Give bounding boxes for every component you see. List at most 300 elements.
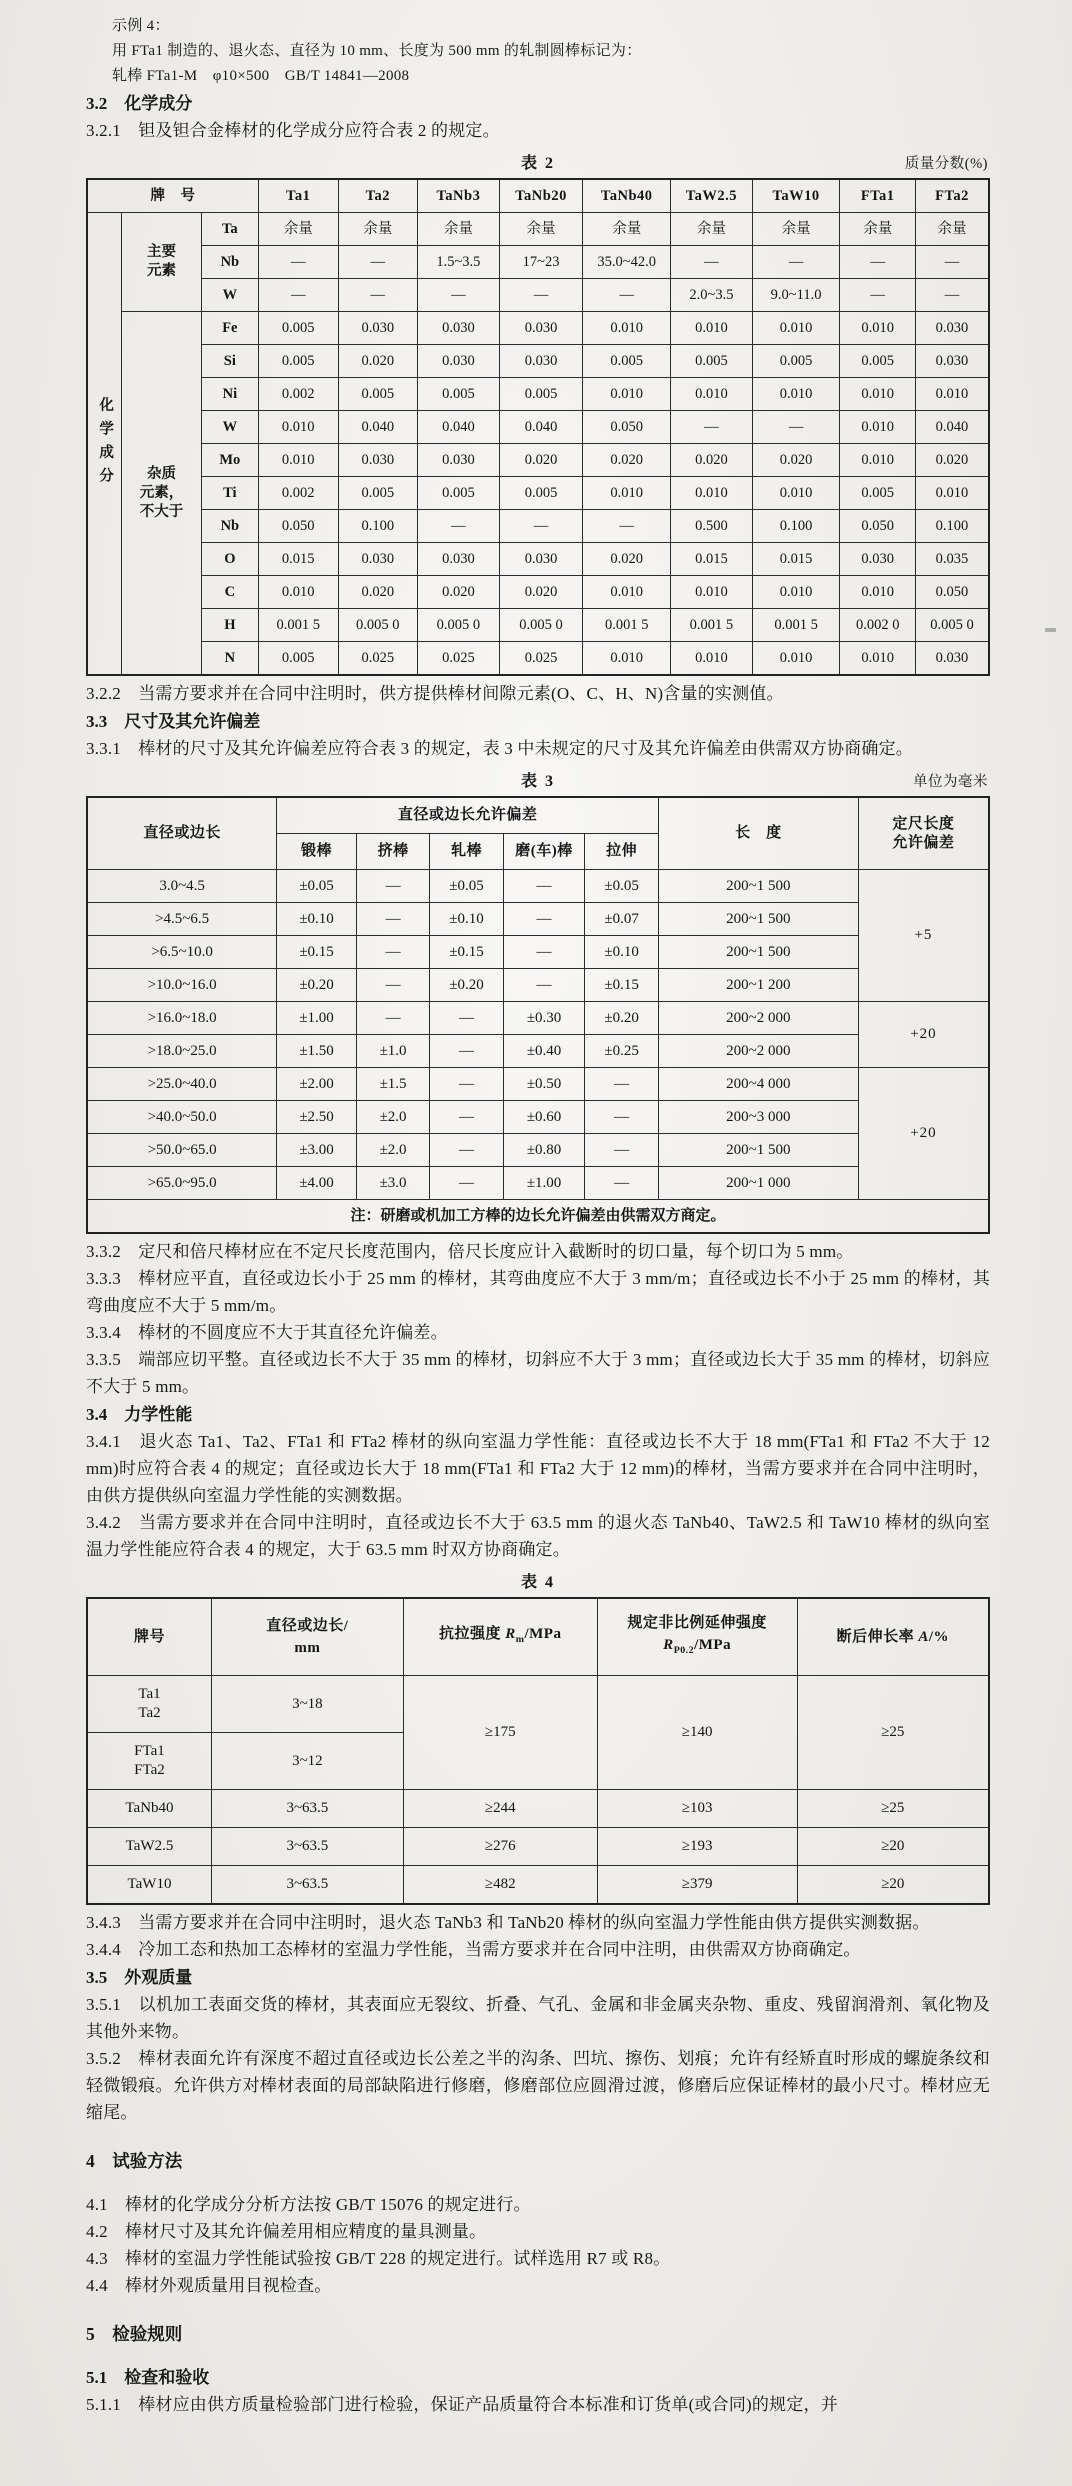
table-cell — [585, 969, 659, 1002]
cell-text: ≥20 — [881, 1876, 905, 1892]
table-cell — [277, 936, 357, 969]
cell-text: — — [459, 1174, 475, 1191]
cell-text: 0.010 — [281, 583, 315, 600]
table-cell — [840, 279, 916, 312]
table-cell — [840, 642, 916, 676]
column-header-diameter — [87, 797, 277, 870]
cell-text: 0.010 — [779, 385, 813, 402]
para-4-4: 4.4 棒材外观质量用目视检查。 — [86, 2276, 332, 2295]
table-cell — [418, 642, 500, 676]
table-cell — [658, 1167, 858, 1200]
table-cell — [499, 345, 583, 378]
table-row — [87, 1101, 989, 1134]
cell-text: 3~63.5 — [286, 1876, 329, 1892]
cell-text: 200~1 500 — [726, 943, 791, 960]
column-header — [430, 834, 503, 870]
cell-text: 0.010 — [861, 385, 895, 402]
table-cell — [915, 609, 989, 642]
table-caption-title: 表 3 — [520, 773, 555, 790]
table-cell — [87, 1068, 277, 1101]
table-cell — [840, 312, 916, 345]
cell-text: ±2.0 — [379, 1108, 407, 1125]
table-cell — [658, 969, 858, 1002]
table-cell — [258, 444, 338, 477]
row-label — [201, 576, 258, 609]
cell-text: ±0.20 — [449, 976, 484, 993]
cell-text: — — [451, 517, 466, 534]
table-cell — [752, 642, 840, 676]
table-cell — [503, 1002, 585, 1035]
cell-text: Ta — [222, 220, 238, 237]
cell-text: 3~18 — [292, 1695, 323, 1712]
cell-text: 规定非比例延伸强度 — [627, 1615, 767, 1631]
cell-text: — — [619, 517, 634, 534]
cell-text: 0.040 — [935, 418, 969, 435]
cell-text: >16.0~18.0 — [147, 1009, 217, 1026]
cell-text: ≥379 — [681, 1876, 713, 1892]
table-cell — [671, 543, 753, 576]
cell-text: ±0.10 — [604, 943, 639, 960]
table-cell — [258, 477, 338, 510]
para-3-3-3: 3.3.3 棒材应平直，直径或边长小于 25 mm 的棒材，其弯曲度应不大于 3 mm/m；直径或边长不小于 25 mm 的棒材，其弯曲度应不大于 5 mm/m。 — [86, 1269, 990, 1315]
cell-text: ±2.00 — [299, 1075, 334, 1092]
cell-text: 0.015 — [695, 550, 728, 567]
table-cell — [418, 510, 500, 543]
cell-text: 余量 — [696, 220, 726, 237]
cell-text: — — [385, 943, 401, 960]
cell-text: 200~1 500 — [726, 1141, 791, 1158]
column-header-grade — [87, 179, 258, 213]
cell-text: 0.002 — [281, 385, 315, 402]
cell-text: Fe — [222, 319, 238, 336]
table-cell — [752, 345, 840, 378]
row-label — [201, 213, 258, 246]
table-cell — [338, 477, 418, 510]
cell-text: 0.010 — [695, 649, 728, 666]
para-3-3-1: 3.3.1 棒材的尺寸及其允许偏差应符合表 3 的规定，表 3 中未规定的尺寸及其允许偏差由供需双方协商确定。 — [86, 739, 913, 758]
table-cell — [277, 1035, 357, 1068]
table-cell — [499, 246, 583, 279]
para-3-2-1: 3.2.1 钽及钽合金棒材的化学成分应符合表 2 的规定。 — [86, 121, 500, 140]
table-cell — [671, 213, 753, 246]
table-cell — [585, 1068, 659, 1101]
cell-text: 200~1 500 — [726, 877, 791, 894]
table-row — [87, 378, 989, 411]
table-cell — [418, 279, 500, 312]
cell-text: 0.010 — [935, 385, 969, 402]
para-3-4-2: 3.4.2 当需方要求并在合同中注明时，直径或边长不大于 63.5 mm 的退火态 TaNb40、TaW2.5 和 TaW10 棒材的纵向室温力学性能应符合表 4 的规定，大于 63.5 mm 时双方协商确定。 — [86, 1513, 990, 1559]
table-cell — [418, 477, 500, 510]
table-row — [87, 576, 989, 609]
cell-text: ±0.10 — [449, 910, 484, 927]
table-cell — [658, 1035, 858, 1068]
column-header — [277, 834, 357, 870]
table-cell — [752, 609, 840, 642]
table-cell — [277, 1002, 357, 1035]
table-caption-unit: 单位为毫米 — [913, 774, 988, 790]
cell-text: ≥193 — [681, 1838, 713, 1854]
cell-text: — — [385, 1009, 401, 1026]
chapter-4-heading: 4 试验方法 — [86, 2151, 183, 2171]
table-cell — [338, 312, 418, 345]
table-cell — [356, 936, 429, 969]
cell-text: 0.500 — [695, 517, 728, 534]
chapter-5-heading: 5 检验规则 — [86, 2324, 183, 2344]
row-label — [201, 411, 258, 444]
table-cell — [338, 642, 418, 676]
cell-text: 0.010 — [610, 649, 644, 666]
table-cell — [840, 477, 916, 510]
table-cell — [583, 279, 671, 312]
cell-text: 牌号 — [133, 1629, 165, 1645]
example-4-label: 示例 4： — [112, 18, 170, 34]
column-header — [499, 179, 583, 213]
cell-text: ±0.25 — [604, 1042, 639, 1059]
cell-text: 0.100 — [935, 517, 969, 534]
table-cell — [671, 609, 753, 642]
cell-text: 0.040 — [524, 418, 558, 435]
cell-text: ±0.05 — [604, 877, 639, 894]
cell-text: ≥25 — [881, 1800, 905, 1816]
cell-text: 0.005 — [610, 352, 644, 369]
cell-text: ±1.5 — [379, 1075, 407, 1092]
cell-text: 0.005 — [861, 484, 895, 501]
cell-text: 0.001 5 — [604, 616, 649, 633]
cell-text: 200~1 000 — [726, 1174, 791, 1191]
fixed-length-tolerance-value — [858, 1002, 989, 1068]
cell-text: — — [536, 877, 552, 894]
cell-text: 200~2 000 — [726, 1009, 791, 1026]
column-header-diameter — [211, 1598, 403, 1676]
table-cell — [583, 312, 671, 345]
table-cell — [585, 936, 659, 969]
table-cell — [87, 1035, 277, 1068]
cell-text: — — [385, 976, 401, 993]
cell-text: 0.025 — [524, 649, 558, 666]
cell-text: — — [290, 253, 306, 270]
table-cell — [503, 903, 585, 936]
cell-text: A — [918, 1629, 929, 1645]
cell-text: 0.030 — [524, 319, 558, 336]
table-cell — [597, 1790, 797, 1828]
row-group-impurity-elements — [122, 312, 202, 676]
table-cell — [87, 870, 277, 903]
cell-text: 0.030 — [442, 319, 475, 336]
table-cell — [671, 510, 753, 543]
cell-text: 余量 — [937, 220, 967, 237]
cell-text: 0.030 — [361, 451, 395, 468]
table-cell — [499, 642, 583, 676]
cell-text: Ni — [222, 385, 238, 402]
column-header — [840, 179, 916, 213]
table-cell — [840, 411, 916, 444]
table-cell — [430, 870, 503, 903]
cell-text: ±0.60 — [526, 1108, 562, 1125]
table-note — [87, 1200, 989, 1234]
cell-text: 0.010 — [281, 451, 315, 468]
cell-text: 0.005 — [281, 352, 315, 369]
table-cell — [418, 345, 500, 378]
cell-text: 余量 — [526, 220, 556, 237]
cell-text: 1.5~3.5 — [436, 253, 481, 270]
column-header — [915, 179, 989, 213]
cell-text: +5 — [914, 927, 933, 943]
table-cell — [338, 246, 418, 279]
cell-text: ±3.00 — [299, 1141, 334, 1158]
cell-text: — — [788, 253, 804, 270]
cell-text: TaNb20 — [515, 187, 567, 204]
cell-text: — — [788, 418, 804, 435]
cell-text: 0.005 0 — [436, 616, 481, 633]
cell-text: FTa2 — [134, 1762, 165, 1778]
cell-text: 3.0~4.5 — [159, 877, 205, 894]
cell-text: 0.040 — [361, 418, 395, 435]
cell-text: 0.005 — [524, 484, 558, 501]
table-cell — [403, 1866, 597, 1905]
table-cell — [338, 345, 418, 378]
cell-text: ≥482 — [484, 1876, 516, 1892]
cell-text: 0.010 — [935, 484, 969, 501]
table-row — [87, 543, 989, 576]
table-cell — [87, 1002, 277, 1035]
cell-text: ±0.20 — [299, 976, 334, 993]
table-cell — [585, 903, 659, 936]
column-header — [258, 179, 338, 213]
cell-text: 0.020 — [610, 550, 644, 567]
table-cell — [430, 1068, 503, 1101]
table-cell — [87, 969, 277, 1002]
table-cell — [87, 1134, 277, 1167]
cell-text: — — [536, 976, 552, 993]
cell-text: ±0.10 — [299, 910, 334, 927]
table-cell — [499, 576, 583, 609]
cell-text: 0.001 5 — [774, 616, 818, 633]
cell-text: 0.010 — [861, 583, 895, 600]
cell-text: ±0.07 — [604, 910, 639, 927]
table-cell — [583, 378, 671, 411]
table-row — [87, 1828, 989, 1866]
table-cell — [403, 1828, 597, 1866]
table-cell — [430, 936, 503, 969]
table-cell — [499, 279, 583, 312]
table-cell — [503, 1068, 585, 1101]
scan-artifact — [1045, 628, 1056, 632]
table-cell — [418, 543, 500, 576]
table-cell — [258, 609, 338, 642]
cell-text: 长 度 — [735, 825, 782, 841]
cell-text: 0.020 — [935, 451, 969, 468]
section-3-4-heading: 3.4 力学性能 — [86, 1405, 193, 1424]
cell-text: ±0.15 — [604, 976, 639, 993]
table-row — [87, 1598, 989, 1676]
table-2-caption — [86, 150, 990, 176]
cell-text: 0.001 5 — [276, 616, 320, 633]
cell-text: 余量 — [443, 220, 473, 237]
table-cell — [499, 378, 583, 411]
cell-text: >50.0~65.0 — [147, 1141, 217, 1158]
cell-text: 余量 — [363, 220, 393, 237]
table-cell — [211, 1790, 403, 1828]
row-group-main-elements — [122, 213, 202, 312]
table-cell — [503, 870, 585, 903]
table-cell — [499, 411, 583, 444]
table-cell — [840, 444, 916, 477]
cell-text: 0.020 — [361, 583, 395, 600]
table-cell — [840, 378, 916, 411]
cell-text: 0.010 — [861, 451, 895, 468]
table-cell — [338, 411, 418, 444]
table-cell — [583, 213, 671, 246]
para-3-3-5: 3.3.5 端部应切平整。直径或边长不大于 35 mm 的棒材，切斜应不大于 3 mm；直径或边长大于 35 mm 的棒材，切斜应不大于 5 mm。 — [86, 1350, 990, 1396]
para-4-2: 4.2 棒材尺寸及其允许偏差用相应精度的量具测量。 — [86, 2222, 487, 2241]
table-cell — [356, 969, 429, 1002]
cell-text: Ta1 — [286, 187, 311, 204]
table-cell — [752, 378, 840, 411]
table-cell — [356, 1134, 429, 1167]
cell-text: 0.010 — [779, 319, 813, 336]
table-cell — [499, 510, 583, 543]
example-4-line-1: 用 FTa1 制造的、退火态、直径为 10 mm、长度为 500 mm 的轧制圆棒标记为： — [112, 43, 642, 59]
table-cell — [258, 378, 338, 411]
cell-text: 直径或边长 — [143, 825, 221, 841]
cell-text: >40.0~50.0 — [147, 1108, 217, 1125]
cell-text: 0.005 — [442, 484, 475, 501]
cell-text: 0.005 — [861, 352, 895, 369]
table-cell — [583, 345, 671, 378]
table-cell — [418, 576, 500, 609]
column-header-length — [658, 797, 858, 870]
table-cell — [338, 279, 418, 312]
table-cell — [430, 969, 503, 1002]
cell-text: 3~12 — [292, 1752, 323, 1769]
table-cell — [797, 1866, 989, 1905]
cell-text: — — [614, 1075, 630, 1092]
cell-text: H — [224, 616, 236, 633]
cell-text: 0.030 — [442, 550, 475, 567]
table-row — [87, 1866, 989, 1905]
table-cell — [211, 1676, 403, 1733]
cell-text: — — [619, 286, 634, 303]
cell-text: O — [224, 550, 236, 567]
cell-text: ±0.20 — [604, 1009, 639, 1026]
cell-text: 余量 — [612, 220, 642, 237]
cell-text: Si — [223, 352, 236, 369]
cell-text: 0.010 — [695, 484, 728, 501]
table-cell — [430, 1167, 503, 1200]
cell-text: 0.050 — [935, 583, 969, 600]
table-row — [87, 279, 989, 312]
cell-text: ≥140 — [681, 1724, 713, 1740]
cell-text: 0.100 — [361, 517, 395, 534]
cell-text: ±0.15 — [299, 943, 334, 960]
table-cell — [338, 609, 418, 642]
cell-text: Ta2 — [365, 187, 390, 204]
table-cell — [583, 642, 671, 676]
cell-text: — — [459, 1108, 475, 1125]
table-cell — [915, 543, 989, 576]
cell-text: 0.030 — [935, 352, 969, 369]
table-cell — [915, 477, 989, 510]
row-label — [87, 1790, 211, 1828]
row-label — [201, 543, 258, 576]
cell-text: 3~63.5 — [286, 1800, 329, 1816]
column-header — [503, 834, 585, 870]
cell-text: ≥244 — [484, 1800, 516, 1816]
cell-text: — — [704, 418, 719, 435]
cell-text: m — [515, 1634, 525, 1645]
para-3-4-4: 3.4.4 冷加工态和热加工态棒材的室温力学性能，当需方要求并在合同中注明，由供需双方协商确定。 — [86, 1940, 861, 1959]
cell-text: TaW10 — [772, 187, 820, 204]
cell-text: 直径或边长允许偏差 — [397, 807, 538, 823]
table-row — [87, 477, 989, 510]
cell-text: >25.0~40.0 — [147, 1075, 217, 1092]
table-cell — [671, 477, 753, 510]
cell-text: 0.030 — [524, 352, 558, 369]
cell-text: Ta2 — [138, 1705, 161, 1721]
table-cell — [915, 576, 989, 609]
table-cell — [258, 312, 338, 345]
table-row — [87, 1134, 989, 1167]
cell-text: 0.005 — [361, 484, 395, 501]
row-label — [201, 279, 258, 312]
row-label — [87, 1733, 211, 1790]
table-cell — [499, 609, 583, 642]
table-cell — [671, 642, 753, 676]
cell-text: 0.025 — [361, 649, 395, 666]
cell-text: 0.030 — [861, 550, 895, 567]
table-cell — [752, 411, 840, 444]
table-cell — [277, 870, 357, 903]
table-cell — [499, 213, 583, 246]
cell-text: — — [704, 253, 719, 270]
cell-text: TaW2.5 — [125, 1838, 174, 1854]
cell-text: 17~23 — [522, 253, 560, 270]
row-label — [201, 246, 258, 279]
cell-text: 化学成分 — [97, 396, 114, 491]
cell-text: 0.030 — [361, 319, 395, 336]
cell-text: TaNb40 — [600, 187, 653, 204]
cell-text: — — [370, 253, 386, 270]
para-3-4-3: 3.4.3 当需方要求并在合同中注明时，退火态 TaNb3 和 TaNb20 棒材的纵向室温力学性能由供方提供实测数据。 — [86, 1913, 930, 1932]
column-header-fixed-length-tolerance — [858, 797, 989, 870]
table-cell — [797, 1828, 989, 1866]
cell-text: 0.020 — [695, 451, 728, 468]
table-cell — [583, 609, 671, 642]
table-cell — [840, 510, 916, 543]
cell-text: 杂质 — [146, 465, 176, 482]
cell-text: 0.020 — [442, 583, 475, 600]
table-cell — [752, 279, 840, 312]
cell-text: 0.015 — [281, 550, 315, 567]
cell-text: 0.010 — [779, 484, 813, 501]
para-3-3-4: 3.3.4 棒材的不圆度应不大于其直径允许偏差。 — [86, 1323, 448, 1342]
table-cell — [671, 312, 753, 345]
cell-text: >6.5~10.0 — [151, 943, 213, 960]
cell-text: 元素 — [146, 263, 176, 279]
para-3-5-2: 3.5.2 棒材表面允许有深度不超过直径或边长公差之半的沟条、凹坑、擦伤、划痕；允许有经矫直时形成的螺旋条纹和轻微锻痕。允许供方对棒材表面的局部缺陷进行修磨，修磨部位应圆滑过渡，修磨后应保证棒材的最小尺寸。棒材应无缩尾。 — [86, 2049, 990, 2122]
table-cell — [840, 213, 916, 246]
cell-text: — — [370, 286, 386, 303]
table-caption-title: 表 4 — [520, 1574, 555, 1591]
cell-text: 0.025 — [442, 649, 475, 666]
table-cell — [277, 1101, 357, 1134]
table-cell — [430, 903, 503, 936]
table-row — [87, 1167, 989, 1200]
cell-text: 2.0~3.5 — [689, 286, 734, 303]
column-header — [585, 834, 659, 870]
cell-text: — — [451, 286, 466, 303]
cell-text: 不大于 — [139, 503, 184, 520]
